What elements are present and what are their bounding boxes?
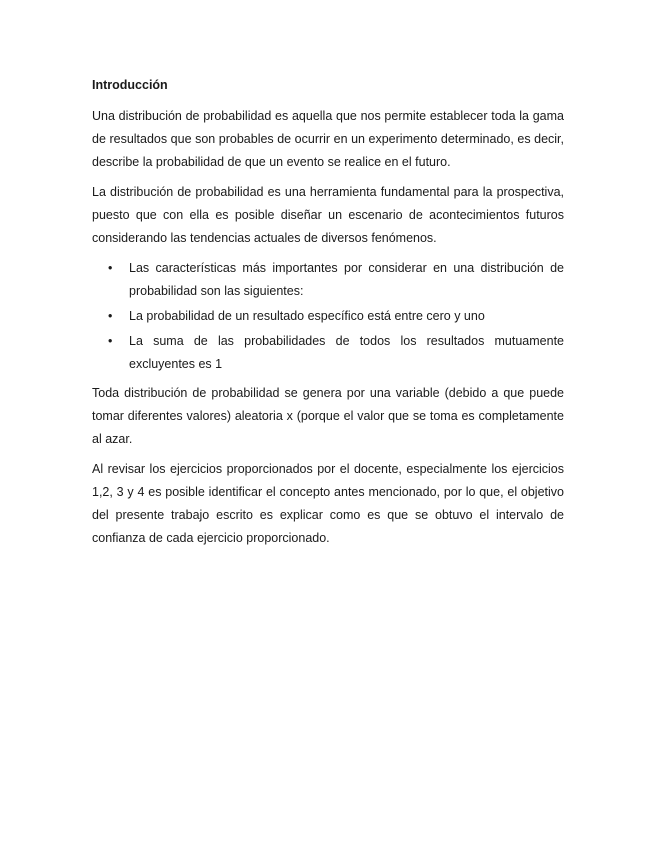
section-heading: Introducción [92,78,168,92]
bullet-icon: • [108,309,113,323]
list-item-text: Las características más importantes por considerar en una distribución de probabilidad son las siguientes: [129,261,564,298]
bullet-list [92,257,564,376]
paragraph-intro-1: Una distribución de probabilidad es aquella que nos permite establecer toda la gama de resultados que son probables de ocurrir en un experimento determinado, es decir, describe la probabilidad de que un evento se realice en el futuro. [92,109,564,169]
list-item [92,305,564,328]
bullet-icon: • [108,261,113,275]
paragraph-intro-2: La distribución de probabilidad es una herramienta fundamental para la prospectiva, puesto que con ella es posible diseñar un escenario de acontecimientos futuros considerando las tendencias actuales de diversos fenómenos. [92,185,564,245]
paragraph-body-1: Toda distribución de probabilidad se genera por una variable (debido a que puede tomar diferentes valores) aleatoria x (porque el valor que se toma es completamente al azar. [92,386,564,446]
list-item [92,330,564,376]
list-item-text: La probabilidad de un resultado específico está entre cero y uno [129,309,485,323]
document-body [92,74,564,557]
paragraph-body-2: Al revisar los ejercicios proporcionados por el docente, especialmente los ejercicios 1,2, 3 y 4 es posible identificar el concepto antes mencionado, por lo que, el objetivo del presente trabajo escrito es explicar como es que se obtuvo el intervalo de confianza de cada ejercicio proporcionado. [92,462,564,545]
list-item-text: La suma de las probabilidades de todos los resultados mutuamente excluyentes es 1 [129,334,564,371]
bullet-icon: • [108,334,113,348]
list-item [92,257,564,303]
